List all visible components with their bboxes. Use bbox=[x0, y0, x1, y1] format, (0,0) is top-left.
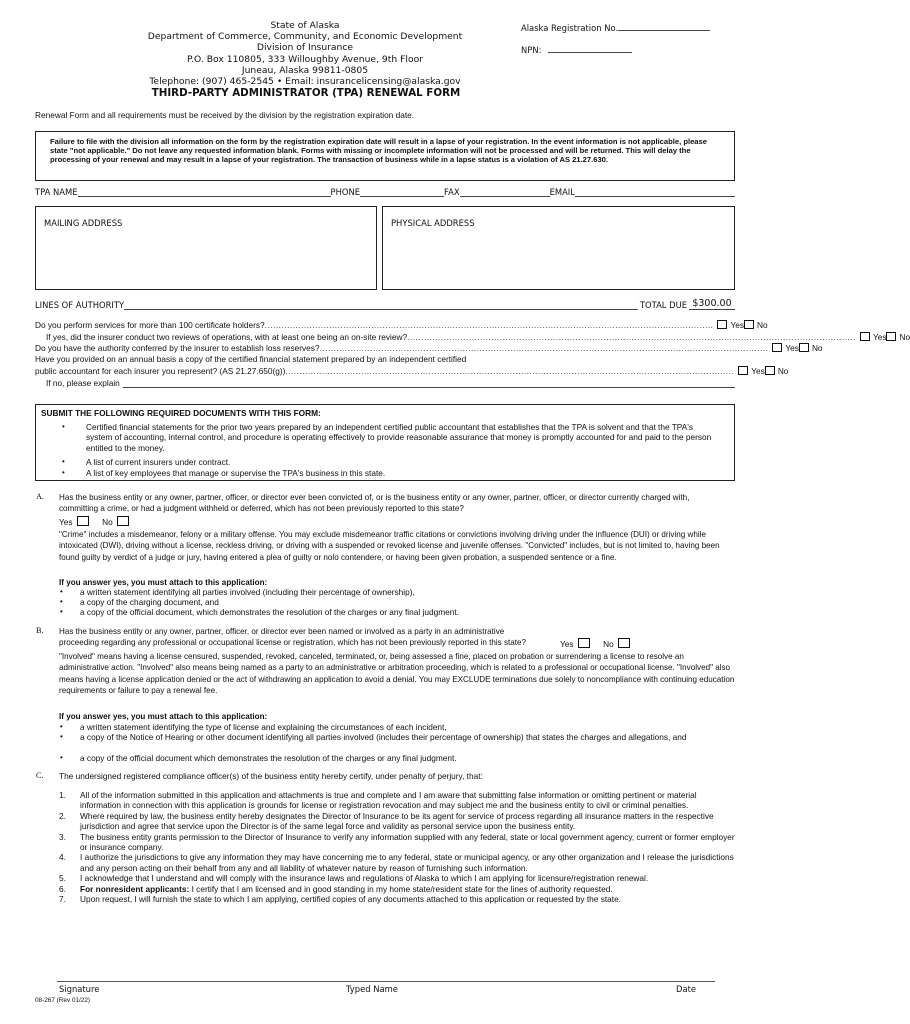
certification-item-2: 2. Where required by law, the business entity hereby designates the Director of Insurance to be its agent for service of process regarding all insurance matters in the respective jurisdiction and agree that service upon the Director is of the same legal force and validity as personal service upon the business entity. bbox=[59, 810, 714, 832]
phone-label: PHONE bbox=[330, 187, 361, 197]
required-doc-employees-list: A list of key employees that manage or supervise the TPA's business in this state. bbox=[86, 468, 386, 478]
header-line-division: Division of Insurance bbox=[256, 42, 354, 54]
q1-no-option[interactable]: No bbox=[744, 320, 768, 330]
section-c-intro: The undersigned registered compliance officer(s) of the business entity hereby certify, under penalty of perjury, that: bbox=[59, 771, 483, 781]
certification-item-6: 6. For nonresident applicants: I certify that I am licensed and in good standing in my home state/resident state for the lines of authority requested. bbox=[59, 883, 613, 894]
signature-line[interactable] bbox=[57, 981, 715, 982]
certification-item-4: 4. I authorize the jurisdictions to give any information they may have concerning me to any federal, state or municipal agency, or any other organization and I release the jurisdictions and any person acting on their behalf from any and all liability of whatever nature by reason of furnishing such information. bbox=[59, 852, 734, 873]
section-b-question: Has the business entity or any owner, partner, officer, or director ever been named or involved as a party in an administrative proceeding regarding any professional or occupational license or registration, which has not been previously reported in this state? bbox=[59, 627, 527, 648]
section-b-yes-checkbox[interactable] bbox=[578, 638, 590, 648]
section-b-letter: B. bbox=[36, 626, 44, 635]
section-a-attach-charging: a copy of the charging document, and bbox=[80, 597, 219, 607]
mailing-address-label: MAILING ADDRESS bbox=[44, 218, 123, 228]
question-certificate-holders-text: Do you perform services for more than 100 certificate holders? bbox=[35, 320, 265, 330]
npn-field[interactable] bbox=[521, 44, 731, 55]
renewal-note: Renewal Form and all requirements must be received by the division by the registration expiration date. bbox=[35, 110, 415, 120]
section-a-letter: A. bbox=[36, 492, 45, 501]
question-financial-statement-line1: Have you provided on an annual basis a copy of the certified financial statement prepared by an independent certified bbox=[35, 354, 467, 364]
q1a-yes-option[interactable]: Yes bbox=[860, 332, 887, 342]
required-doc-insurers-list: A list of current insurers under contract. bbox=[86, 457, 231, 467]
form-title: THIRD-PARTY ADMINISTRATOR (TPA) RENEWAL FORM bbox=[151, 87, 461, 99]
question-loss-reserves-text: Do you have the authority conferred by the insurer to establish loss reserves? bbox=[35, 343, 320, 353]
mailing-address-box[interactable] bbox=[35, 206, 377, 290]
tpa-name-input[interactable] bbox=[78, 188, 331, 197]
typed-name-label: Typed Name bbox=[346, 984, 398, 994]
section-a-yes-checkbox[interactable] bbox=[77, 516, 89, 526]
q3-no-checkbox[interactable] bbox=[765, 366, 775, 375]
q1a-no-option[interactable]: No bbox=[886, 332, 910, 342]
section-a-no-label: No bbox=[102, 517, 113, 527]
question-onsite-review-text: If yes, did the insurer conduct two reviews of operations, with at least one being an on-site review? bbox=[46, 332, 408, 342]
section-a-no-checkbox[interactable] bbox=[117, 516, 129, 526]
signature-label: Signature bbox=[59, 984, 100, 994]
q3-no-option[interactable]: No bbox=[765, 366, 789, 376]
total-due-label: TOTAL DUE bbox=[639, 300, 687, 310]
q1-yes-checkbox[interactable] bbox=[717, 320, 727, 329]
section-a-attach-statement: a written statement identifying all parties involved (including their percentage of ownership), bbox=[80, 587, 415, 597]
fax-label: FAX bbox=[444, 187, 460, 197]
q1a-no-checkbox[interactable] bbox=[886, 332, 896, 341]
q2-no-option[interactable]: No bbox=[799, 343, 823, 353]
certification-item-5: 5. I acknowledge that I understand and will comply with the insurance laws and regulations of Alaska to which I am applying for licensure/registration renewal. bbox=[59, 873, 649, 884]
section-a-attach-resolution: a copy of the official document, which demonstrates the resolution of the charges or any final judgment. bbox=[80, 607, 459, 617]
question-loss-reserves: Do you have the authority conferred by the insurer to establish loss reserves? ................................................................................................................................................................ Yes No bbox=[35, 343, 823, 353]
form-id: 08-267 (Rev 01/22) bbox=[35, 997, 91, 1004]
section-b-attach-heading: If you answer yes, you must attach to this application: bbox=[59, 712, 268, 721]
explain-row bbox=[35, 378, 735, 388]
lapse-warning-text: Failure to file with the division all information on the form by the registration expiration date will result in a lapse of your registration. In the event information is not applicable, please state "not applicable." Do not leave any requested information blank. Forms with missing or incomplete information will not be processed and will be returned. This will delay the processing of your renewal and may result in a lapse of your registration. The transaction of business while in a lapse status is a violation of AS 21.27.630. bbox=[50, 137, 707, 164]
section-a-attach-heading: If you answer yes, you must attach to this application: bbox=[59, 578, 268, 587]
fax-input[interactable] bbox=[460, 188, 550, 197]
question-onsite-review: If yes, did the insurer conduct two reviews of operations, with at least one being an on-site review? ................................................................................................................................................................ Yes No bbox=[46, 332, 910, 342]
lines-of-authority-row bbox=[35, 298, 735, 310]
q1a-yes-checkbox[interactable] bbox=[860, 332, 870, 341]
section-c-letter: C. bbox=[36, 771, 44, 780]
explain-input[interactable] bbox=[123, 379, 735, 388]
header-line-department: Department of Commerce, Community, and Economic Development bbox=[147, 31, 463, 43]
certification-item-1: 1. All of the information submitted in this application and attachments is true and complete and I am aware that submitting false information or omitting pertinent or material information in connection with this application is grounds for license or registration revocation and may subject me and the business entity to civil or criminal penalties. bbox=[59, 790, 697, 811]
header-line-city: Juneau, Alaska 99811-0805 bbox=[241, 64, 369, 76]
section-b-no-checkbox[interactable] bbox=[618, 638, 630, 648]
header-line-contact: Telephone: (907) 465-2545 • Email: insurancelicensing@alaska.gov bbox=[149, 76, 461, 88]
section-a-answer bbox=[59, 516, 132, 527]
explain-label: If no, please explain bbox=[46, 378, 120, 388]
tpa-name-label: TPA NAME bbox=[35, 187, 78, 197]
question-certificate-holders: Do you perform services for more than 100 certificate holders? ................................................................................................................................................................ Yes No bbox=[35, 320, 768, 330]
q2-yes-option[interactable]: Yes bbox=[772, 343, 799, 353]
email-label: EMAIL bbox=[549, 187, 575, 197]
required-documents-box: SUBMIT THE FOLLOWING REQUIRED DOCUMENTS WITH THIS FORM: • Certified financial statements for the prior two years prepared by an independent certified public accountant that establishes that the TPA is solvent and that the TPA's system of accounting, internal control, and procedure is operating effectively to provide reasonable assurance that money is promptly accounted for and paid to the person entitled to the money. • A list of current insurers under contract. • A list of key employees that manage or supervise the TPA's business in this state. bbox=[35, 404, 735, 481]
header-line-address: P.O. Box 110805, 333 Willoughby Avenue, 9th Floor bbox=[187, 53, 423, 65]
section-b-no-label: No bbox=[603, 639, 614, 649]
q3-yes-option[interactable]: Yes bbox=[738, 366, 765, 376]
lines-of-authority-label: LINES OF AUTHORITY bbox=[35, 300, 125, 310]
registration-number-field[interactable] bbox=[521, 22, 731, 33]
certification-item-7: 7. Upon request, I will furnish the state to which I am applying, certified copies of any documents attached to this application or requested by the state. bbox=[59, 894, 621, 905]
q2-no-checkbox[interactable] bbox=[799, 343, 809, 352]
required-documents-title: SUBMIT THE FOLLOWING REQUIRED DOCUMENTS WITH THIS FORM: bbox=[41, 408, 321, 418]
email-input[interactable] bbox=[575, 188, 735, 197]
certification-item-3: 3. The business entity grants permission to the Director of Insurance to verify any information supplied with any federal, state or local government agency, current or former employer or insurance company. bbox=[59, 831, 735, 853]
certification-list bbox=[59, 790, 735, 904]
phone-input[interactable] bbox=[360, 188, 444, 197]
physical-address-label: PHYSICAL ADDRESS bbox=[391, 218, 475, 228]
section-b-attach-resolution: a copy of the official document which demonstrates the resolution of the charges or any final judgment. bbox=[80, 753, 457, 763]
section-b-yes-label: Yes bbox=[560, 639, 574, 649]
lines-of-authority-input[interactable] bbox=[124, 301, 638, 310]
section-b-answer bbox=[560, 638, 633, 649]
section-b-involved-definition: "Involved" means having a license censured, suspended, revoked, canceled, terminated, or, being assessed a fine, placed on probation or surrendering a license to resolve an administrative action. "Involved" also means being named as a party to an administrative or arbitration proceeding, which is related to a professional or occupational license. "Involved" also means having a license application denied or the act of withdrawing an application to avoid a denial. You may EXCLUDE terminations due solely to noncompliance with continuing education requirements or failure to pay a renewal fee. bbox=[59, 652, 735, 695]
q3-yes-checkbox[interactable] bbox=[738, 366, 748, 375]
section-b-attach-notice: a copy of the Notice of Hearing or other document identifying all parties involved (includes their percentage of ownership) that states the charges and allegations, and bbox=[80, 732, 687, 742]
question-financial-statement: public accountant for each insurer you represent? (AS 21.27.650(g)) ................................................................................................................................................................ Yes No bbox=[35, 366, 789, 376]
npn-label: NPN: bbox=[521, 45, 542, 55]
section-a-question: Has the business entity or any owner, partner, officer, or director ever been convicted of, or is the business entity or any owner, partner, officer, or director currently charged with, committing a crime, or had a judgment withheld or deferred, which has not been previously reported to this state? bbox=[59, 493, 690, 514]
physical-address-box[interactable] bbox=[382, 206, 735, 290]
date-label: Date bbox=[676, 984, 697, 994]
section-a-crime-definition: "Crime" includes a misdemeanor, felony or a military offense. You may exclude misdemeanor traffic citations or convictions involving driving under the influence (DUI) or driving while intoxicated (DWI), driving without a license, reckless driving, or driving with a suspended or revoked license and juvenile offenses. "Convicted" includes, but is not limited to, having been found guilty by verdict of a judge or jury, having entered a plea of guilty or nolo contendere, or having been given probation, a suspended sentence or a fine. bbox=[59, 530, 720, 562]
lapse-warning-box bbox=[35, 131, 735, 181]
agency-header bbox=[120, 20, 490, 87]
registration-number-label: Alaska Registration No. bbox=[521, 23, 619, 33]
q2-yes-checkbox[interactable] bbox=[772, 343, 782, 352]
q1-yes-option[interactable]: Yes bbox=[717, 320, 744, 330]
q1-no-checkbox[interactable] bbox=[744, 320, 754, 329]
required-doc-financial-statements: Certified financial statements for the prior two years prepared by an independent certified public accountant that establishes that the TPA is solvent and that the TPA's system of accounting, internal control, and procedure is operating effectively to provide reasonable assurance that money is promptly accounted for and paid to the person entitled to the money. bbox=[86, 422, 712, 453]
contact-info-row bbox=[35, 187, 735, 197]
question-financial-statement-text: public accountant for each insurer you represent? (AS 21.27.650(g)) bbox=[35, 366, 286, 376]
section-a-yes-label: Yes bbox=[59, 517, 73, 527]
total-due-value: $300.00 bbox=[689, 298, 735, 310]
header-line-state: State of Alaska bbox=[270, 20, 340, 31]
section-b-attach-statement: a written statement identifying the type of license and explaining the circumstances of each incident, bbox=[80, 722, 447, 732]
